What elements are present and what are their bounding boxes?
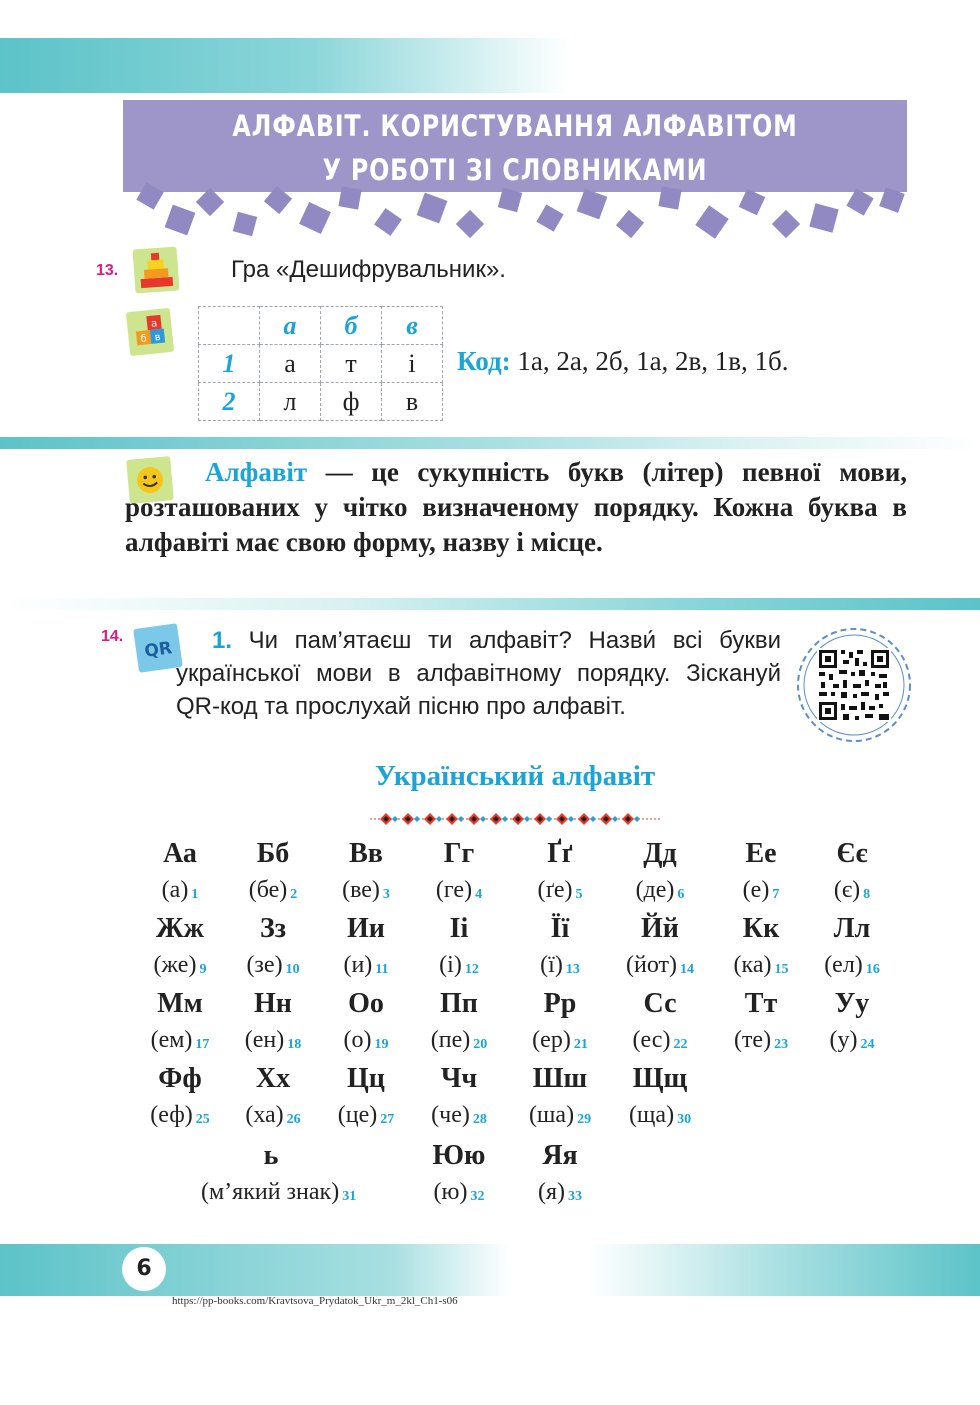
- cipher-row: [199, 383, 443, 421]
- alphabet-letter: Мм (ем) $_{17}$: [150, 988, 210, 1053]
- cipher-corner-cell: [199, 307, 260, 345]
- alphabet-letter: Юю (ю) $_{32}$: [432, 1140, 486, 1205]
- page-title: [194, 104, 837, 192]
- task14-text: [176, 624, 781, 723]
- code-value: 1а, 2а, 2б, 1а, 2в, 1в, 1б.: [510, 346, 789, 376]
- alphabet-letter: Зз (зе) $_{10}$: [246, 913, 300, 978]
- definition-term: Алфавіт: [205, 457, 308, 487]
- alphabet-letter: Ее (е) $_7$: [742, 838, 780, 903]
- alphabet-letter: Уу (у) $_{24}$: [829, 988, 875, 1053]
- cipher-row: [199, 345, 443, 383]
- alphabet-letter: Аа (а) $_1$: [161, 838, 199, 903]
- alphabet-letter: ь (м’який знак) $_{31}$: [201, 1140, 357, 1205]
- alphabet-letter: Ґґ (ґе) $_5$: [537, 838, 583, 903]
- alphabet-letter: Тт (те) $_{23}$: [733, 988, 789, 1053]
- task-number-14: 14.: [101, 628, 124, 645]
- alphabet-letter: Іі (і) $_{12}$: [439, 913, 479, 978]
- alphabet-letter: Яя (я) $_{33}$: [537, 1140, 583, 1205]
- svg-text:в: в: [154, 331, 162, 344]
- alphabet-title: Український алфавіт: [374, 760, 656, 792]
- alphabet-letter: Жж (же) $_9$: [153, 913, 207, 978]
- alphabet-letter: Нн (ен) $_{18}$: [244, 988, 302, 1053]
- alphabet-letter: Лл (ел) $_{16}$: [824, 913, 880, 978]
- alphabet-letter: Ии (и) $_{11}$: [343, 913, 389, 978]
- alphabet-letter: Єє (є) $_8$: [833, 838, 871, 903]
- ornament-divider: [370, 809, 660, 834]
- page-number: 6: [122, 1247, 166, 1291]
- cipher-col-header: а: [260, 307, 321, 345]
- alphabet-letter: Оо (о) $_{19}$: [343, 988, 389, 1053]
- abc-blocks-icon: [126, 308, 174, 356]
- alphabet-letter: Гг (ге) $_4$: [435, 838, 483, 903]
- alphabet-letter: Фф (еф) $_{25}$: [150, 1063, 210, 1128]
- cipher-row-header: 1: [199, 345, 260, 383]
- definition-text: [125, 455, 907, 560]
- game-title: Гра «Дешифрувальник».: [231, 256, 506, 283]
- alphabet-letter: Бб (бе) $_2$: [248, 838, 298, 903]
- qr-code[interactable]: [795, 626, 913, 749]
- alphabet-letter: Дд (де) $_6$: [635, 838, 685, 903]
- cipher-cell: і: [382, 345, 443, 383]
- alphabet-letter: Її (ї) $_{13}$: [540, 913, 580, 978]
- cipher-col-header: в: [382, 307, 443, 345]
- top-decor-band: [0, 38, 570, 93]
- divider-band-2: [0, 598, 980, 610]
- task14-body: Чи пам’ятаєш ти алфавіт? Назви́ всі букви української мови в алфавітному порядку. Зіскануй QR-код та прослухай пісню про алфавіт.: [176, 627, 781, 720]
- title-line-2: У РОБОТІ ЗІ СЛОВНИКАМИ: [322, 153, 708, 187]
- svg-text:б: б: [140, 333, 148, 345]
- code-line: [457, 346, 789, 377]
- cipher-cell: в: [382, 383, 443, 421]
- svg-text:QR: QR: [143, 638, 174, 662]
- alphabet-letter: Рр (ер) $_{21}$: [532, 988, 588, 1053]
- footer-url[interactable]: https://pp-books.com/Kravtsova_Prydatok_Ukr_m_2kl_Ch1-s06: [172, 1295, 458, 1307]
- cipher-header-row: [199, 307, 443, 345]
- cipher-row-header: 2: [199, 383, 260, 421]
- title-line-1: АЛФАВІТ. КОРИСТУВАННЯ АЛФАВІТОМ: [232, 109, 798, 143]
- cipher-cell: ф: [321, 383, 382, 421]
- alphabet-letter: Щщ (ща) $_{30}$: [628, 1063, 692, 1128]
- alphabet-letter: Пп (пе) $_{20}$: [430, 988, 488, 1053]
- cipher-table: [198, 306, 443, 421]
- task14-item-number: 1.: [212, 627, 233, 654]
- task-number-13: 13.: [96, 262, 119, 279]
- alphabet-letter: Шш (ша) $_{29}$: [528, 1063, 592, 1128]
- alphabet-letter: Кк (ка) $_{15}$: [733, 913, 789, 978]
- alphabet-letter: Вв (ве) $_3$: [342, 838, 390, 903]
- cipher-col-header: б: [321, 307, 382, 345]
- alphabet-letter: Сс (ес) $_{22}$: [632, 988, 688, 1053]
- divider-band: [0, 437, 980, 449]
- alphabet-letter: Йй (йот) $_{14}$: [626, 913, 694, 978]
- cipher-cell: л: [260, 383, 321, 421]
- cipher-cell: т: [321, 345, 382, 383]
- definition-body: — це сукупність букв (літер) певної мови, розташованих у чітко визначеному порядку. Кожна буква в алфавіті має свою форму, назву і місце.: [125, 457, 907, 557]
- cipher-cell: а: [260, 345, 321, 383]
- code-label: Код:: [457, 346, 511, 376]
- svg-text:а: а: [150, 318, 158, 330]
- alphabet-letter: Чч (че) $_{28}$: [431, 1063, 487, 1128]
- alphabet-letter: Цц (це) $_{27}$: [337, 1063, 395, 1128]
- pyramid-icon: [133, 247, 180, 294]
- alphabet-letter: Хх (ха) $_{26}$: [245, 1063, 301, 1128]
